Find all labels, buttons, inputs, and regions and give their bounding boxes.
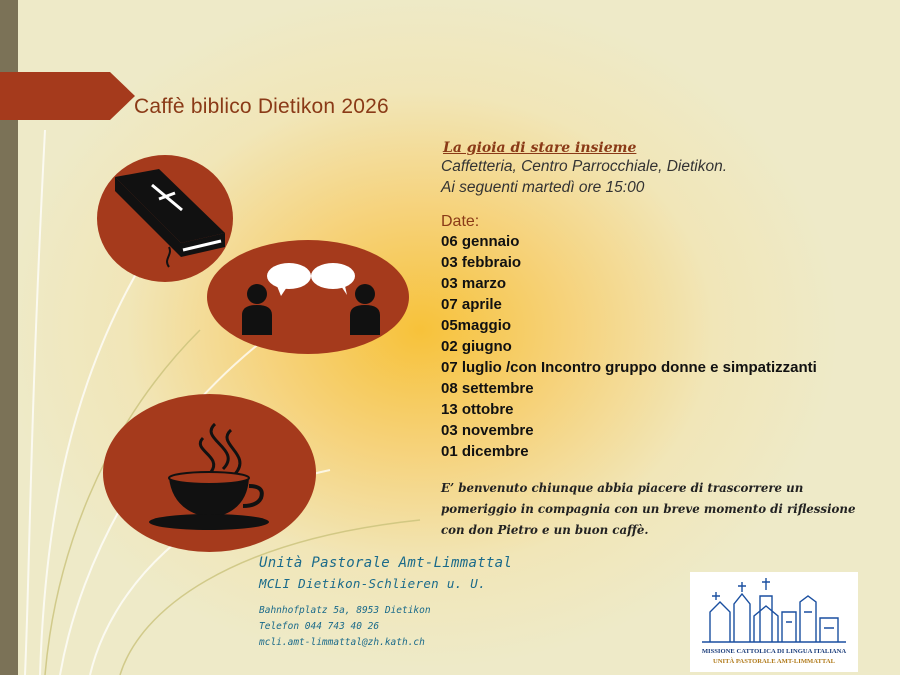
date-item: 03 marzo <box>441 275 507 292</box>
title-arrow-shape <box>0 72 135 120</box>
conversation-circle <box>207 240 409 354</box>
coffee-circle <box>103 394 316 552</box>
date-item: 13 ottobre <box>441 401 514 418</box>
date-item: 01 dicembre <box>441 443 529 460</box>
welcome-message: E’ benvenuto chiunque abbia piacere di trascorrere un pomeriggio in compagnia con un breve momento di riflessione con don Pietro e un buon caffè. <box>441 481 856 537</box>
phone: Telefon 044 743 40 26 <box>259 621 380 632</box>
email: mcli.amt-limmattal@zh.kath.ch <box>259 637 425 648</box>
page-title: Caffè biblico Dietikon 2026 <box>134 95 389 118</box>
mission-logo <box>690 572 858 672</box>
date-item: 07 luglio /con Incontro gruppo donne e simpatizzanti <box>441 359 817 376</box>
event-tagline: La gioia di stare insieme <box>443 140 637 156</box>
date-item: 03 febbraio <box>441 254 522 271</box>
logo-line-1: MISSIONE CATTOLICA DI LINGUA ITALIANA <box>701 648 847 655</box>
address: Bahnhofplatz 5a, 8953 Dietikon <box>259 605 431 616</box>
date-item: 03 novembre <box>441 422 534 439</box>
dates-label: Date: <box>441 213 480 230</box>
date-item: 02 giugno <box>441 338 512 355</box>
event-location: Caffetteria, Centro Parrocchiale, Dietikon. <box>441 158 728 175</box>
organization-subtitle: MCLI Dietikon-Schlieren u. U. <box>259 576 486 591</box>
coffee-cup-icon <box>103 394 316 552</box>
date-list <box>441 231 881 462</box>
date-item: 08 settembre <box>441 380 534 397</box>
date-item: 06 gennaio <box>441 233 520 250</box>
event-info <box>441 140 881 462</box>
contact-block <box>259 603 431 651</box>
church-logo-icon <box>690 572 858 648</box>
logo-line-2: UNITÀ PASTORALE AMT-LIMMATTAL <box>713 658 835 665</box>
date-item: 07 aprile <box>441 296 502 313</box>
organization-name: Unità Pastorale Amt-Limmattal <box>259 555 513 571</box>
conversation-icon <box>207 240 409 354</box>
date-item: 05maggio <box>441 317 512 334</box>
event-schedule: Ai seguenti martedì ore 15:00 <box>441 179 645 196</box>
